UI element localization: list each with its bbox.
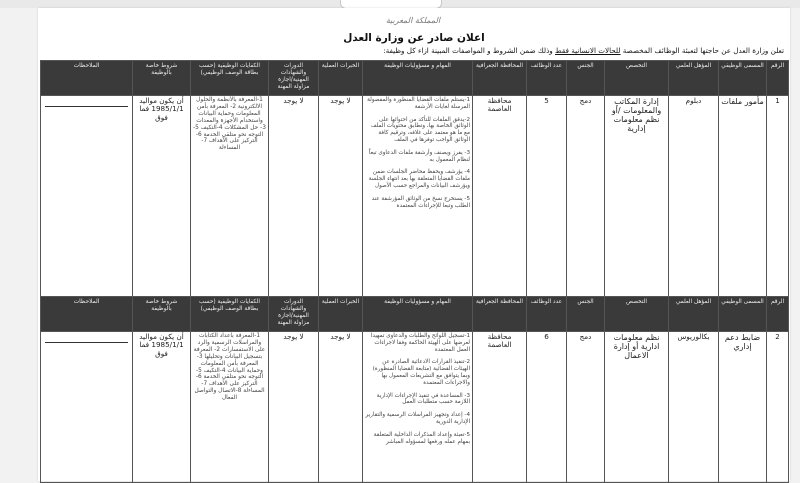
ministry-logo: المملكة المغربية xyxy=(385,16,441,25)
header-cell: الدورات والشهادات المهنية/اجازة مزاولة المهنة xyxy=(269,297,319,332)
header-cell: المهام و مسؤوليات الوظيفة xyxy=(363,61,473,96)
job-title: مأمور ملفات xyxy=(719,96,767,297)
gender: دمج xyxy=(567,332,605,483)
job-tasks xyxy=(363,96,473,297)
task-item: 5-تعبئة وإعداد المذكرات الداخلية المتعلقة بمهام عمله ورفعها لمسؤوله المباشر xyxy=(373,431,470,445)
specialization: إدارة المكاتب والمعلومات /أو نظم معلومات إدارية xyxy=(605,96,669,297)
header-cell: المؤهل العلمي xyxy=(669,297,719,332)
specialization: نظم معلومات ادارية أو إدارة الاعمال xyxy=(605,332,669,483)
header-cell: الملاحظات xyxy=(41,61,133,96)
table-row xyxy=(41,332,789,483)
header-cell: الرقم xyxy=(767,61,789,96)
announcement-title: اعلان صادر عن وزارة العدل xyxy=(343,32,485,44)
header-cell: المسمى الوظيفي xyxy=(719,297,767,332)
notes-line xyxy=(45,106,128,107)
header-cell: الملاحظات xyxy=(41,297,133,332)
table-row xyxy=(41,96,789,297)
task-item: 5- يستخرج نسخ من الوثائق المؤرشفة عند الطلب وتبعا للإجراءات المعتمدة xyxy=(371,195,470,209)
special-conditions: أن يكون مواليد 1985/1/1 فما فوق xyxy=(133,332,191,483)
header-cell: الرقم xyxy=(767,297,789,332)
document-page xyxy=(38,8,790,481)
experience: لا يوجد xyxy=(319,332,363,483)
header-cell: شروط خاصة بالوظيفة xyxy=(133,61,191,96)
qualification: دبلوم xyxy=(669,96,719,297)
special-conditions: أن يكون مواليد 1985/1/1 فما فوق xyxy=(133,96,191,297)
task-item: 2-تنفيذ القرارات الادعائية الصادرة عن الهيئات القضائية (متابعة القضايا المنظورة) وبما يتوافق مع التشريعات المعمول بها والاجراءات المعتمدة xyxy=(372,359,470,386)
task-item: 4- يؤرشف ويحفظ محاضر الجلسات ضمن ملفات القضايا المتعلقة بها بعد انتهاء الجلسة ويؤرشف البيانات والمراجع حسب الأصول xyxy=(368,169,470,189)
header-cell: المهام و مسؤوليات الوظيفة xyxy=(363,297,473,332)
job-title: ضابط دعم إداري xyxy=(719,332,767,483)
task-item: 2-يدقق الملفات للتأكد من احتوائها على الوثائق الخاصة بها، وتطابق محتويات الملف مع ما هو معتمد على غلافه، وترقيم كافة الوثائق الواجب توفرها في الملف xyxy=(370,116,470,143)
task-item: 3- المساعدة في تنفيذ الإجراءات الإدارية اللازمة حسب متطلبات العمل xyxy=(376,392,470,406)
task-item: 1-يستلم ملفات القضايا المنظورة والمفصولة المرسلة لغايات الأرشفة xyxy=(367,97,470,110)
governorate: محافظة العاصمة xyxy=(473,96,527,297)
header-cell: المحافظة الجغرافية xyxy=(473,297,527,332)
competencies: 1-المعرفة باعداد الكتابات والمراسلات الرسمية والرد على الاستفسارات 2- المعرفة بتسجيل البيانات وتحليلها 3- المعرفة بأمن المعلومات وحماية البيانات 4-التكيف 5-التوجه نحو متلقي الخدمة 6- التركيز على الأهداف 7- المساءلة 8-الاتصال والتواصل الفعال xyxy=(191,332,269,483)
announcement-intro: تعلن وزارة العدل عن حاجتها لتعبئة الوظائف المخصصة للحالات الانسانية فقط وذلك ضمن الشروط و المواصفات المبينة ازاء كل وظيفة: xyxy=(383,46,784,55)
jobs-table xyxy=(40,60,789,483)
header-cell: الدورات والشهادات المهنية/اجازة مزاولة المهنة xyxy=(269,61,319,96)
table-header xyxy=(41,61,789,96)
qualification: بكالوريوس xyxy=(669,332,719,483)
header-cell: الكفايات الوظيفية (حسب بطاقة الوصف الوظيفي) xyxy=(191,297,269,332)
competencies: 1-المعرفة بالأنظمة والحلول الالكترونية 2- المعرفة بأمن المعلومات وحماية البيانات واستخدام الأجهزة والمعدات 3- حل المشكلات 4-التكيف 5-التوجه نحو متلقي الخدمة 6- التركيز على الأهداف 7- المساءلة xyxy=(191,96,269,297)
row-number: 1 xyxy=(767,96,789,297)
header-cell: عدد الوظائف xyxy=(527,297,567,332)
header-cell: الخبرات العملية xyxy=(319,297,363,332)
gender: دمج xyxy=(567,96,605,297)
header-cell: الجنس xyxy=(567,61,605,96)
header-cell: عدد الوظائف xyxy=(527,61,567,96)
task-item: 1-تسجيل اللوائح والطلبات والدعاوى تمهيدا لعرضها على الهيئة الحاكمة وفقا لاجراءات العمل المعتمدة xyxy=(370,333,470,353)
courses: لا يوجد xyxy=(269,96,319,297)
row-number: 2 xyxy=(767,332,789,483)
header-cell: التخصص xyxy=(605,61,669,96)
table-header xyxy=(41,297,789,332)
header-cell: المسمى الوظيفي xyxy=(719,61,767,96)
notes xyxy=(41,332,133,483)
header-cell: المحافظة الجغرافية xyxy=(473,61,527,96)
governorate: محافظة العاصمة xyxy=(473,332,527,483)
job-count: 6 xyxy=(527,332,567,483)
task-item: 3- يفرز ويصنف وأرشفة ملفات الدعاوى تبعاً لنظام المعمول به xyxy=(368,149,470,163)
job-tasks xyxy=(363,332,473,483)
intro-highlight: للحالات الانسانية فقط xyxy=(555,46,621,55)
header-cell: المؤهل العلمي xyxy=(669,61,719,96)
notes-line xyxy=(45,342,128,343)
header-cell: التخصص xyxy=(605,297,669,332)
header-cell: الخبرات العملية xyxy=(319,61,363,96)
header-cell: شروط خاصة بالوظيفة xyxy=(133,297,191,332)
courses: لا يوجد xyxy=(269,332,319,483)
job-count: 5 xyxy=(527,96,567,297)
notes xyxy=(41,96,133,297)
header-cell: الكفايات الوظيفية (حسب بطاقة الوصف الوظيفي) xyxy=(191,61,269,96)
task-item: 4- إعداد وتجهيز المراسلات الرسمية والتقارير الإدارية الدورية xyxy=(365,412,470,425)
header-cell: الجنس xyxy=(567,297,605,332)
experience: لا يوجد xyxy=(319,96,363,297)
